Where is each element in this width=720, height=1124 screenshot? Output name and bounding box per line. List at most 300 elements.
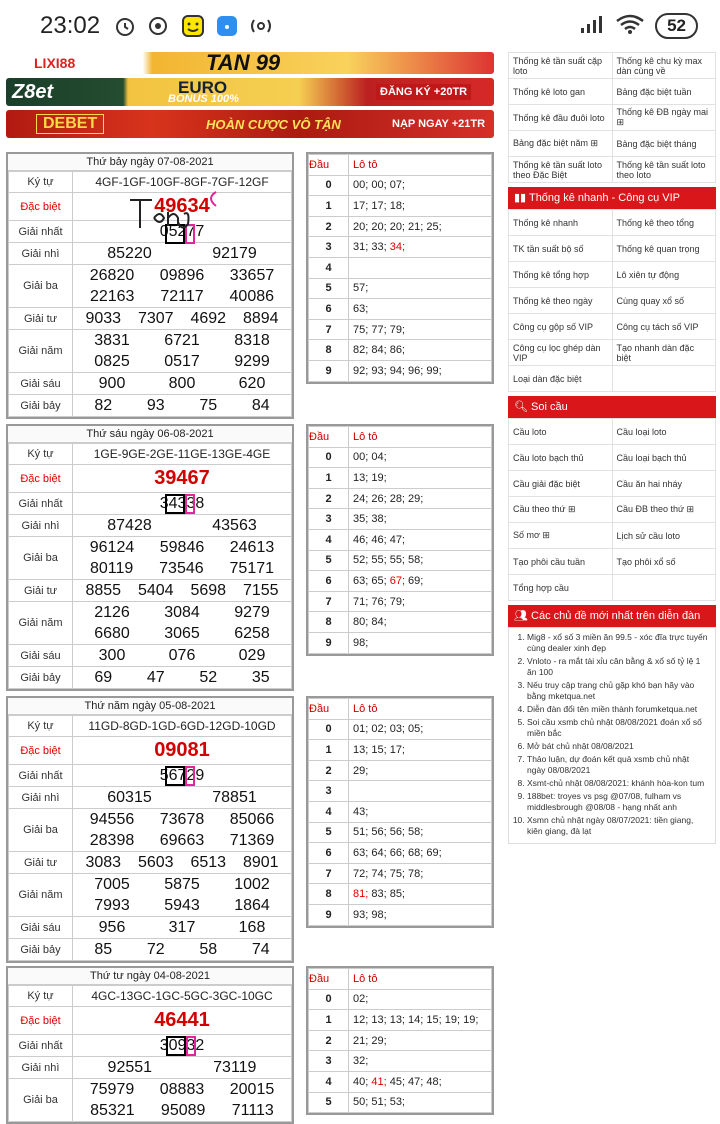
status-bar xyxy=(0,0,720,52)
link-row xyxy=(509,366,716,392)
seventh-prize xyxy=(73,939,291,960)
prize-number: 85 xyxy=(94,941,113,958)
sidebar-link[interactable]: Cùng quay xổ số xyxy=(612,288,716,314)
loto-head-digit: 1 xyxy=(309,1010,349,1031)
prize-number: 56729 xyxy=(159,767,205,784)
loto-values xyxy=(349,550,492,571)
prize-number: 30932 xyxy=(159,1037,205,1054)
prize-number: 52 xyxy=(199,669,218,686)
loto-row xyxy=(309,863,492,884)
link-row xyxy=(509,79,716,105)
prize-values xyxy=(73,373,292,395)
search-icon: 🔍︎ xyxy=(514,401,532,413)
sidebar-link[interactable]: Thống kê theo ngày xyxy=(509,288,613,314)
prize-number: 47 xyxy=(146,669,165,686)
soi-cau-title: Soi cầu xyxy=(531,401,568,413)
loto-head-digit: 6 xyxy=(309,571,349,592)
loto-text: 83; 85; xyxy=(368,888,405,901)
prize-number: 93 xyxy=(146,397,165,414)
prize-label: Ký tự xyxy=(9,444,73,465)
prize-number: 40086 xyxy=(229,288,275,305)
loto-values xyxy=(349,1092,492,1113)
prize-label: Giải năm xyxy=(9,874,73,917)
link-row xyxy=(509,262,716,288)
sidebar-link[interactable]: Cầu ăn hai nháy xyxy=(612,471,716,497)
fourth-prize xyxy=(73,852,291,873)
sidebar-link[interactable]: Số mơ ⊞ xyxy=(509,523,613,549)
loto-row xyxy=(309,571,492,592)
prize-number: 1864 xyxy=(234,897,270,914)
loto-row xyxy=(309,904,492,925)
prize-number: 85321 xyxy=(90,1102,135,1119)
loto-row xyxy=(309,1071,492,1092)
loto-values xyxy=(349,740,492,761)
loto-row xyxy=(309,1051,492,1072)
prize-label: Giải tư xyxy=(9,852,73,874)
loto-head-digit: 8 xyxy=(309,884,349,905)
sidebar-link[interactable]: Bảng đặc biệt tuần xyxy=(612,79,716,105)
seventh-prize xyxy=(73,395,291,416)
result-row xyxy=(9,986,292,1007)
result-row xyxy=(9,917,292,939)
special-prize-number: 39467 xyxy=(154,467,210,489)
ad-z8et-logo: Z8et xyxy=(12,80,54,103)
sidebar-link[interactable]: Cầu loto bạch thủ xyxy=(509,445,613,471)
forum-topic-link[interactable]: 10. Xsmn chủ nhật ngày 08/07/2021: tiền giang, kiên giang, đà lạt xyxy=(527,815,709,837)
result-date-title: Thứ sáu ngày 06-08-2021 xyxy=(8,426,292,443)
prize-label: Giải nhì xyxy=(9,515,73,537)
sidebar-link[interactable]: Thống kê tần suất loto theo loto xyxy=(612,157,716,183)
sixth-prize xyxy=(73,373,291,394)
loto-row xyxy=(309,340,492,361)
prize-number: 73546 xyxy=(159,560,204,577)
code-string: 1GE-9GE-2GE-11GE-13GE-4GE xyxy=(93,447,271,461)
prize-number: 300 xyxy=(98,647,126,664)
prize-label: Ký tự xyxy=(9,172,73,193)
prize-number: 956 xyxy=(98,919,126,936)
sidebar-link[interactable]: Tổng hợp cầu xyxy=(509,575,613,601)
fourth-prize xyxy=(73,308,291,329)
loto-text: 69; xyxy=(405,574,424,587)
link-row xyxy=(509,340,716,366)
result-row xyxy=(9,580,292,602)
ad-banner-debet[interactable] xyxy=(6,110,494,138)
prize-values xyxy=(73,465,292,493)
result-row xyxy=(9,265,292,308)
loto-row xyxy=(309,632,492,653)
forum-topic-link[interactable]: 9. 188bet: troyes vs psg @07/08, fulham vs middlesbrough @08/08 - hạng nhất anh xyxy=(527,791,709,813)
result-row xyxy=(9,330,292,373)
loto-head-digit: 2 xyxy=(309,1030,349,1051)
chart-icon: ▮▮ xyxy=(514,192,529,204)
prize-number: 78851 xyxy=(212,789,257,806)
prize-number: 73119 xyxy=(213,1059,257,1076)
prize-values xyxy=(73,515,292,537)
loto-table xyxy=(308,154,492,382)
loto-values xyxy=(349,360,492,381)
prize-values xyxy=(73,986,292,1007)
loto-values xyxy=(349,278,492,299)
loto-row xyxy=(309,360,492,381)
link-row xyxy=(509,445,716,471)
loto-values xyxy=(349,488,492,509)
soi-cau-grid xyxy=(508,418,716,601)
prize-number: 33657 xyxy=(229,267,275,284)
sidebar-link[interactable]: Thống kê theo tổng xyxy=(612,210,716,236)
link-row xyxy=(509,105,716,131)
loto-head-digit: 9 xyxy=(309,360,349,381)
sidebar-link[interactable]: Tạo phôi cầu tuần xyxy=(509,549,613,575)
loto-values xyxy=(349,989,492,1010)
loto-head-digit: 5 xyxy=(309,550,349,571)
link-row xyxy=(509,575,716,601)
prize-label: Giải nhì xyxy=(9,1057,73,1079)
loto-values xyxy=(349,196,492,217)
loto-head-dau: Đầu xyxy=(309,969,349,990)
prize-values xyxy=(73,537,292,580)
prize-number: 75979 xyxy=(89,1081,135,1098)
result-row xyxy=(9,515,292,537)
loto-head-digit: 8 xyxy=(309,340,349,361)
prize-label: Giải năm xyxy=(9,330,73,373)
loto-text: 98; xyxy=(353,636,369,649)
loto-row xyxy=(309,488,492,509)
loto-head-digit: 1 xyxy=(309,468,349,489)
prize-values xyxy=(73,444,292,465)
prize-values xyxy=(73,493,292,515)
prize-values xyxy=(73,308,292,330)
users-icon: 👥︎ xyxy=(514,610,532,622)
prize-number: 08883 xyxy=(159,1081,205,1098)
prize-values xyxy=(73,580,292,602)
prize-number: 0517 xyxy=(164,353,200,370)
forum-topic-link[interactable]: 5. Soi cầu xsmb chủ nhật 08/08/2021 đoán xổ số miền bắc xyxy=(527,717,709,739)
third-prize-row xyxy=(73,809,291,830)
loto-head-digit: 1 xyxy=(309,740,349,761)
sidebar-link[interactable]: Thống kê đầu đuôi loto xyxy=(509,105,613,131)
loto-row xyxy=(309,196,492,217)
result-row xyxy=(9,308,292,330)
sidebar-link[interactable]: Bảng đặc biệt năm ⊞ xyxy=(509,131,613,157)
loto-row xyxy=(309,1010,492,1031)
sidebar-link[interactable]: Công cụ tách số VIP xyxy=(612,314,716,340)
result-row xyxy=(9,667,292,689)
loto-head-digit: 2 xyxy=(309,216,349,237)
sidebar-link[interactable]: Bảng đặc biệt tháng xyxy=(612,131,716,157)
hotspot-icon xyxy=(214,13,240,39)
loto-values xyxy=(349,509,492,530)
forum-topic-link[interactable]: 1. Mig8 - xổ số 3 miền ăn 99.5 - xóc đĩa trực tuyến cùng dealer xinh đẹp xyxy=(527,632,709,654)
sidebar-link[interactable]: Tạo phôi xổ số xyxy=(612,549,716,575)
result-table xyxy=(8,715,292,961)
prize-number: 92179 xyxy=(212,245,257,262)
emoji-app-icon xyxy=(180,13,206,39)
loto-values xyxy=(349,719,492,740)
loto-row xyxy=(309,801,492,822)
prize-values xyxy=(73,395,292,417)
sidebar-link[interactable]: Cầu giải đặc biệt xyxy=(509,471,613,497)
result-row xyxy=(9,1057,292,1079)
prize-number: 95089 xyxy=(160,1102,206,1119)
loto-head-digit: 7 xyxy=(309,591,349,612)
sidebar-link[interactable]: Cầu loto xyxy=(509,419,613,445)
loto-text: 40; xyxy=(353,1075,372,1088)
prize-values xyxy=(73,602,292,645)
prize-number: 5875 xyxy=(164,876,200,893)
loto-head-digit: 4 xyxy=(309,801,349,822)
prize-values xyxy=(73,737,292,765)
prize-number: 84 xyxy=(251,397,270,414)
loto-highlight: 34; xyxy=(389,241,405,254)
loto-row xyxy=(309,319,492,340)
prize-label: Giải nhất xyxy=(9,493,73,515)
sidebar-link[interactable]: Thống kê chu kỳ max dàn cùng về xyxy=(612,53,716,79)
loto-values xyxy=(349,760,492,781)
forum-topic-link[interactable]: 6. Mở bát chủ nhật 08/08/2021 xyxy=(527,741,709,752)
sixth-prize xyxy=(73,645,291,666)
loto-values xyxy=(349,468,492,489)
sidebar-link[interactable]: Loại dàn đặc biệt xyxy=(509,366,613,392)
sidebar-link[interactable]: Tạo nhanh dàn đặc biệt xyxy=(612,340,716,366)
sidebar-link[interactable]: Cầu ĐB theo thứ ⊞ xyxy=(612,497,716,523)
sixth-prize xyxy=(73,917,291,938)
forum-topic-link[interactable]: 4. Diễn đàn đổi tên miền thành forumketqua.net xyxy=(527,704,709,715)
prize-number: 35 xyxy=(251,669,270,686)
prize-number: 75 xyxy=(199,397,218,414)
prize-number: 71113 xyxy=(231,1102,274,1119)
sidebar-link[interactable]: Lô xiên tự động xyxy=(612,262,716,288)
prize-number: 72117 xyxy=(160,288,204,305)
result-row xyxy=(9,852,292,874)
prize-number: 80119 xyxy=(89,560,134,577)
prize-number: 58 xyxy=(199,941,218,958)
forum-topic-list xyxy=(508,627,716,844)
prize-number: 82 xyxy=(94,397,113,414)
loto-values xyxy=(349,529,492,550)
loto-values xyxy=(349,447,492,468)
loto-head-digit: 4 xyxy=(309,529,349,550)
prize-values xyxy=(73,265,292,308)
prize-label: Đặc biệt xyxy=(9,737,73,765)
link-row xyxy=(509,131,716,157)
ad-lixi-logo: LIXI88 xyxy=(34,55,76,71)
prize-number: 09896 xyxy=(159,267,205,284)
loto-text: 57; xyxy=(353,282,369,295)
forum-topic-link[interactable]: 3. Nếu truy cập trang chủ gặp khó bạn hãy vào bằng mketqua.net xyxy=(527,680,709,702)
loto-text: 12; 13; 13; 14; 15; 19; 19; xyxy=(353,1013,479,1026)
loto-head-dau: Đầu xyxy=(309,699,349,720)
prize-number: 71369 xyxy=(229,832,275,849)
loto-text: 20; 20; 20; 21; 25; xyxy=(353,220,442,233)
prize-number: 0825 xyxy=(94,353,130,370)
prize-number: 5943 xyxy=(164,897,200,914)
loto-block xyxy=(306,966,494,1115)
loto-row xyxy=(309,1030,492,1051)
link-row xyxy=(509,157,716,183)
ad-debet-logo: DEBET xyxy=(36,114,104,134)
second-prize xyxy=(73,1057,291,1078)
forum-topic-link[interactable]: 2. Vnloto - ra mắt tài xỉu cân bằng & xổ số tỷ lệ 1 ăn 100 xyxy=(527,656,709,678)
loto-text: 32; xyxy=(353,1055,369,1068)
stats-link-grid xyxy=(508,52,716,183)
sidebar-link[interactable]: Thống kê loto gan xyxy=(509,79,613,105)
result-row xyxy=(9,645,292,667)
loto-head-loto: Lô tô xyxy=(349,969,492,990)
first-prize xyxy=(73,1035,291,1056)
prize-number: 8318 xyxy=(234,332,270,349)
fifth-prize-row xyxy=(73,874,291,895)
result-table xyxy=(8,443,292,689)
result-row xyxy=(9,874,292,917)
prize-number: 900 xyxy=(98,375,126,392)
ad-banner-z8et[interactable] xyxy=(6,78,494,106)
prize-values xyxy=(73,1035,292,1057)
result-row xyxy=(9,444,292,465)
loto-values xyxy=(349,299,492,320)
prize-label: Ký tự xyxy=(9,716,73,737)
loto-values xyxy=(349,863,492,884)
handwriting-scribble xyxy=(124,188,234,238)
loto-text: 46; 46; 47; xyxy=(353,533,405,546)
prize-number: 8855 xyxy=(85,582,122,599)
sidebar-link xyxy=(612,366,716,392)
loto-row xyxy=(309,529,492,550)
prize-number: 8894 xyxy=(242,310,279,327)
loto-text: 24; 26; 28; 29; xyxy=(353,492,424,505)
prize-number: 7155 xyxy=(242,582,279,599)
loto-text: 00; 04; xyxy=(353,451,387,464)
loto-text: 31; 33; xyxy=(353,241,390,254)
soi-cau-header xyxy=(508,396,716,418)
loto-row xyxy=(309,299,492,320)
sidebar-link[interactable]: Thống kê tần suất loto theo Đặc Biệt xyxy=(509,157,613,183)
loto-values xyxy=(349,612,492,633)
prize-number: 5698 xyxy=(190,582,227,599)
loto-text: 72; 74; 75; 78; xyxy=(353,867,424,880)
sidebar-link[interactable]: Thống kê quan trọng xyxy=(612,236,716,262)
ad-z8et-euro: EURO xyxy=(178,78,228,97)
loto-values xyxy=(349,237,492,258)
sidebar-link[interactable]: Công cụ lọc ghép dàn VIP xyxy=(509,340,613,366)
sidebar-link[interactable]: Công cụ gộp số VIP xyxy=(509,314,613,340)
link-row xyxy=(509,314,716,340)
prize-number: 73678 xyxy=(159,811,205,828)
sidebar-link[interactable]: TK tần suất bộ số xyxy=(509,236,613,262)
third-prize-row xyxy=(73,286,291,307)
prize-label: Giải ba xyxy=(9,265,73,308)
loto-head-dau: Đầu xyxy=(309,427,349,448)
result-date-title: Thứ bảy ngày 07-08-2021 xyxy=(8,154,292,171)
alarm-icon xyxy=(112,13,138,39)
result-row xyxy=(9,716,292,737)
prize-number: 3065 xyxy=(164,625,200,642)
loto-head-digit: 6 xyxy=(309,299,349,320)
loto-text: 82; 84; 86; xyxy=(353,344,405,357)
prize-number: 69 xyxy=(94,669,113,686)
special-prize-number: 09081 xyxy=(154,739,210,761)
result-row xyxy=(9,765,292,787)
loto-text: 52; 55; 55; 58; xyxy=(353,554,424,567)
code-string: 11GD-8GD-1GD-6GD-12GD-10GD xyxy=(88,719,276,733)
prize-number: 5603 xyxy=(137,854,174,871)
vip-tools-title: Thống kê nhanh - Công cụ VIP xyxy=(528,192,681,204)
loto-values xyxy=(349,1030,492,1051)
sidebar-link[interactable]: Thống kê tần suất cặp loto xyxy=(509,53,613,79)
loto-text: 93; 98; xyxy=(353,908,387,921)
sidebar-link[interactable]: Lịch sử cầu loto xyxy=(612,523,716,549)
loto-values xyxy=(349,822,492,843)
sidebar-link[interactable]: Thống kê nhanh xyxy=(509,210,613,236)
sidebar-link[interactable]: Cầu theo thứ ⊞ xyxy=(509,497,613,523)
sidebar-link[interactable]: Cầu loại bạch thủ xyxy=(612,445,716,471)
link-row xyxy=(509,549,716,575)
loto-row xyxy=(309,447,492,468)
prize-number: 22163 xyxy=(89,288,135,305)
prize-number: 317 xyxy=(168,919,196,936)
forum-header xyxy=(508,605,716,627)
prize-number: 5404 xyxy=(137,582,174,599)
prize-values xyxy=(73,917,292,939)
prize-values xyxy=(73,716,292,737)
prize-number: 92551 xyxy=(107,1059,153,1076)
signal-icon xyxy=(579,14,605,39)
result-row xyxy=(9,1035,292,1057)
sidebar-link[interactable]: Cầu loại loto xyxy=(612,419,716,445)
loto-text: 02; xyxy=(353,993,369,1006)
loto-block xyxy=(306,424,494,656)
loto-values xyxy=(349,340,492,361)
loto-head-digit: 7 xyxy=(309,319,349,340)
prize-number: 2126 xyxy=(94,604,130,621)
loto-text: 63; xyxy=(353,302,369,315)
status-time: 23:02 xyxy=(40,12,101,39)
prize-number: 43563 xyxy=(212,517,257,534)
fourth-prize xyxy=(73,580,291,601)
loto-row xyxy=(309,591,492,612)
prize-number: 6258 xyxy=(234,625,270,642)
prize-values xyxy=(73,874,292,917)
ad-banner-lixi[interactable] xyxy=(6,52,494,74)
third-prize-row xyxy=(73,558,291,579)
prize-number: 74 xyxy=(251,941,270,958)
prize-values xyxy=(73,765,292,787)
link-row xyxy=(509,210,716,236)
loto-head-dau: Đầu xyxy=(309,155,349,176)
forum-topic-link[interactable]: 8. Xsmt-chủ nhật 08/08/2021: khánh hòa-kon tum xyxy=(527,778,709,789)
forum-topic-link[interactable]: 7. Thảo luận, dự đoán kết quả xsmb chủ nhật ngày 08/08/2021 xyxy=(527,754,709,776)
loto-row xyxy=(309,740,492,761)
prize-label: Giải nhì xyxy=(9,787,73,809)
loto-row xyxy=(309,509,492,530)
prize-values xyxy=(73,1057,292,1079)
loto-values xyxy=(349,257,492,278)
ad-debet-promo: HOÀN CƯỢC VÔ TẬN xyxy=(206,116,341,132)
prize-number: 72 xyxy=(146,941,165,958)
third-prize-row xyxy=(73,830,291,851)
loto-row xyxy=(309,781,492,802)
sidebar-link[interactable]: Thống kê ĐB ngày mai ⊞ xyxy=(612,105,716,131)
prize-label: Giải sáu xyxy=(9,373,73,395)
battery-indicator: 52 xyxy=(655,13,698,39)
loto-row xyxy=(309,719,492,740)
loto-text: 13; 19; xyxy=(353,471,387,484)
prize-label: Giải nhất xyxy=(9,1035,73,1057)
loto-row xyxy=(309,237,492,258)
forum-title: Các chủ đề mới nhất trên diễn đàn xyxy=(531,610,701,622)
loto-row xyxy=(309,612,492,633)
sidebar-link[interactable]: Thống kê tổng hợp xyxy=(509,262,613,288)
prize-number: 1002 xyxy=(234,876,270,893)
